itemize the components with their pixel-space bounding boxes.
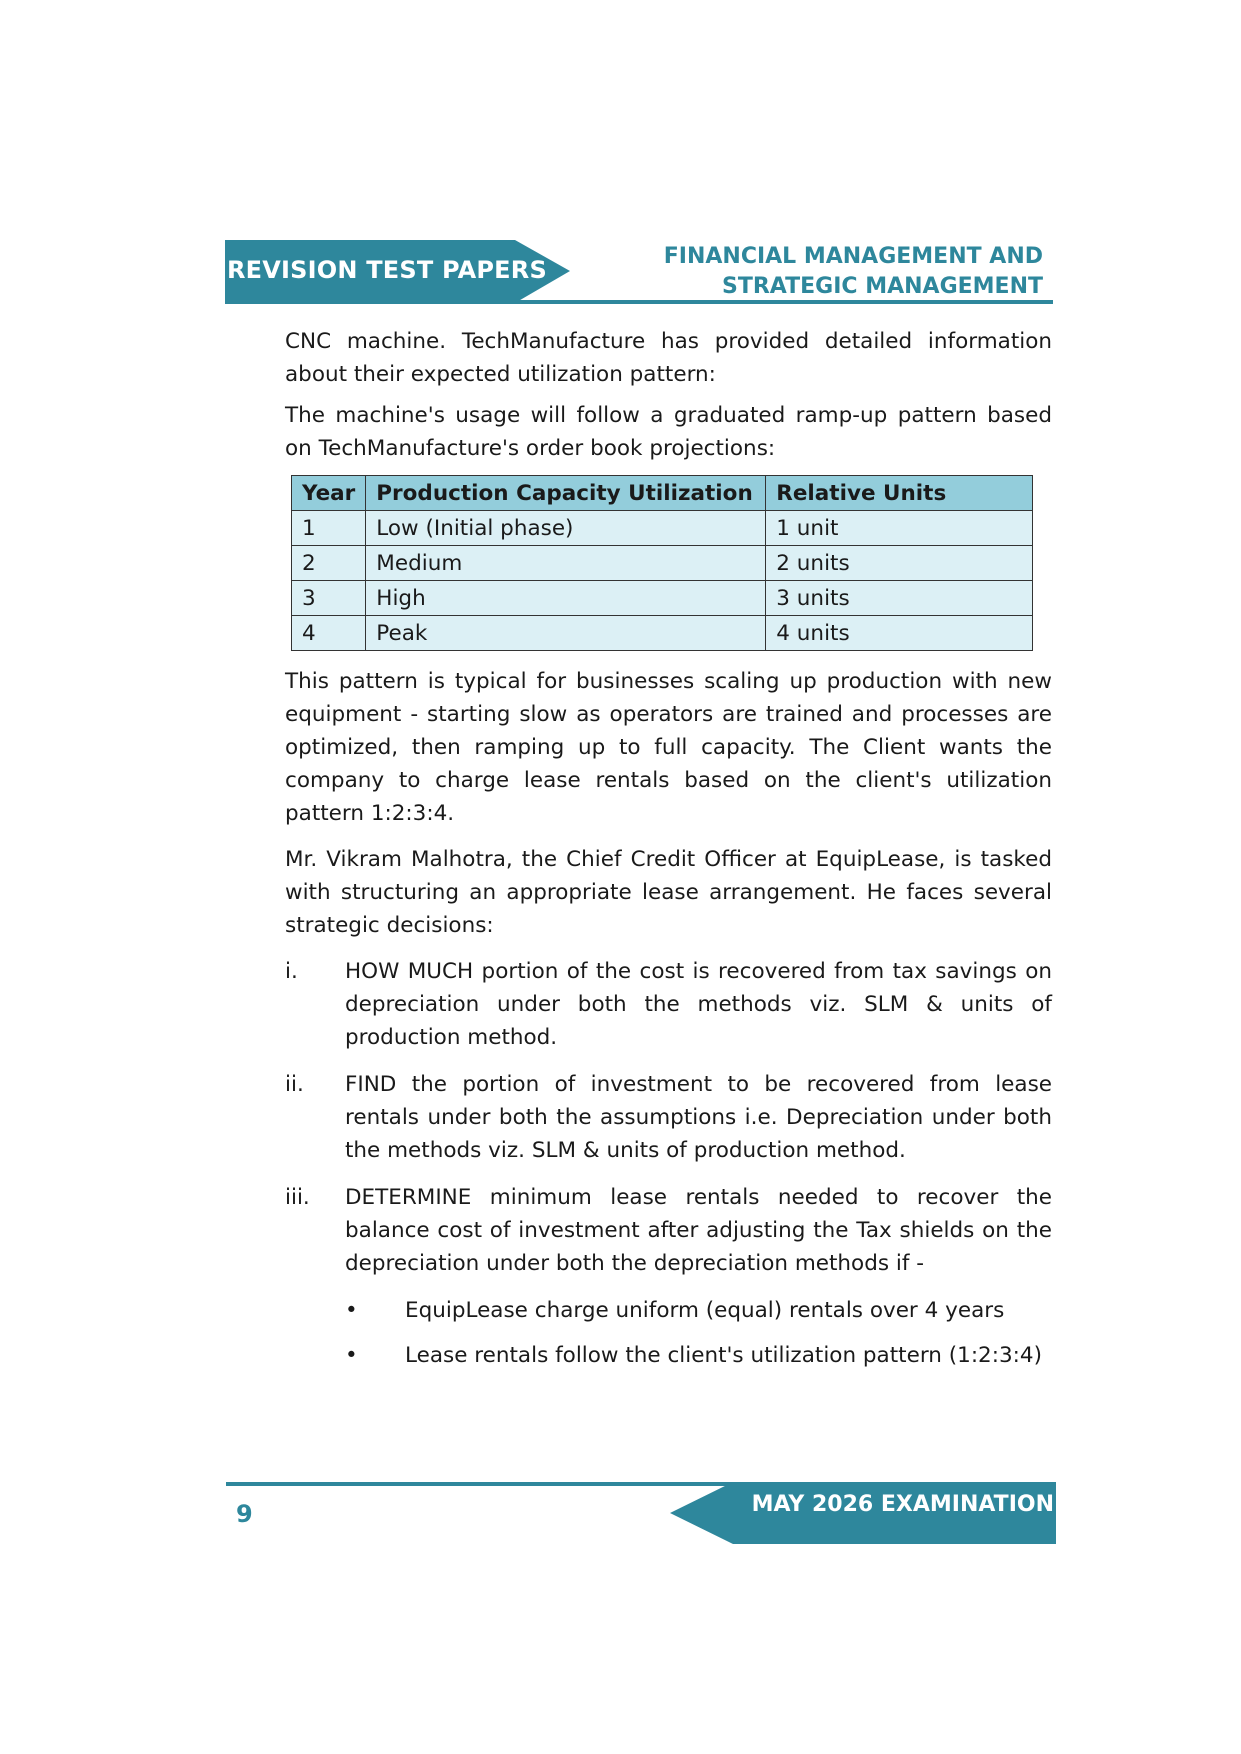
- paragraph-intro: [285, 325, 1052, 391]
- table-header-cell: Production Capacity Utilization: [366, 476, 766, 511]
- question-text: FIND the portion of investment to be recovered from lease rentals under both the assumptions i.e. Depreciation under both the methods viz. SLM & units of production method.: [345, 1072, 1052, 1163]
- question-text: DETERMINE minimum lease rentals needed to recover the balance cost of investment after adjusting the Tax shields on the depreciation under both the depreciation methods if -: [345, 1185, 1052, 1276]
- table-cell: Low (Initial phase): [366, 511, 766, 546]
- table-row: [292, 546, 1033, 581]
- paragraph-2: The machine's usage will follow a graduated ramp-up pattern based on TechManufacture's order book projections:: [285, 403, 1052, 461]
- table-cell: 1 unit: [766, 511, 1033, 546]
- bullet-dot-icon: •: [345, 1298, 358, 1323]
- question-text: HOW MUCH portion of the cost is recovered from tax savings on depreciation under both the methods viz. SLM & units of production method.: [345, 959, 1052, 1050]
- paragraph-1: CNC machine. TechManufacture has provided detailed information about their expected utilization pattern:: [285, 329, 1052, 387]
- header-right-line2: STRATEGIC MANAGEMENT: [722, 274, 1043, 299]
- table-cell: 4: [292, 616, 366, 651]
- paragraph-usage: [285, 399, 1052, 465]
- utilization-table: [291, 475, 1033, 651]
- question-number: iii.: [285, 1185, 310, 1210]
- header-right-line1: FINANCIAL MANAGEMENT AND: [663, 244, 1043, 269]
- header-right-title: [664, 242, 1043, 302]
- bullet-dot-icon: •: [345, 1343, 358, 1368]
- question-number: i.: [285, 959, 298, 984]
- table-header-cell: Relative Units: [766, 476, 1033, 511]
- footer-exam: MAY 2026 EXAMINATION: [751, 1492, 1054, 1517]
- table-cell: 2 units: [766, 546, 1033, 581]
- question-item: [285, 1181, 1052, 1280]
- table-row: [292, 581, 1033, 616]
- question-item: [285, 955, 1052, 1054]
- table-row: [292, 616, 1033, 651]
- page-number: 9: [236, 1500, 253, 1528]
- table-cell: 3: [292, 581, 366, 616]
- bullet-item: [345, 1339, 1042, 1372]
- table-cell: High: [366, 581, 766, 616]
- bullet-text: Lease rentals follow the client's utilization pattern (1:2:3:4): [405, 1343, 1042, 1368]
- paragraph-pattern: [285, 665, 1052, 830]
- table-cell: Medium: [366, 546, 766, 581]
- table-cell: 4 units: [766, 616, 1033, 651]
- table-row: [292, 511, 1033, 546]
- table-cell: 3 units: [766, 581, 1033, 616]
- header-rule: [225, 300, 1053, 304]
- paragraph-officer: [285, 843, 1052, 942]
- header-left-title: REVISION TEST PAPERS: [227, 256, 547, 284]
- question-item: [285, 1068, 1052, 1167]
- table-header-cell: Year: [292, 476, 366, 511]
- paragraph-4: Mr. Vikram Malhotra, the Chief Credit Officer at EquipLease, is tasked with structuring an appropriate lease arrangement. He faces several strategic decisions:: [285, 847, 1052, 938]
- paragraph-3: This pattern is typical for businesses scaling up production with new equipment - starting slow as operators are trained and processes are optimized, then ramping up to full capacity. The Client wants the company to charge lease rentals based on the client's utilization pattern 1:2:3:4.: [285, 669, 1052, 826]
- table-header-row: [292, 476, 1033, 511]
- bullet-item: [345, 1294, 1004, 1327]
- table-cell: Peak: [366, 616, 766, 651]
- bullet-text: EquipLease charge uniform (equal) rentals over 4 years: [405, 1298, 1005, 1323]
- table-cell: 1: [292, 511, 366, 546]
- table-cell: 2: [292, 546, 366, 581]
- question-number: ii.: [285, 1072, 304, 1097]
